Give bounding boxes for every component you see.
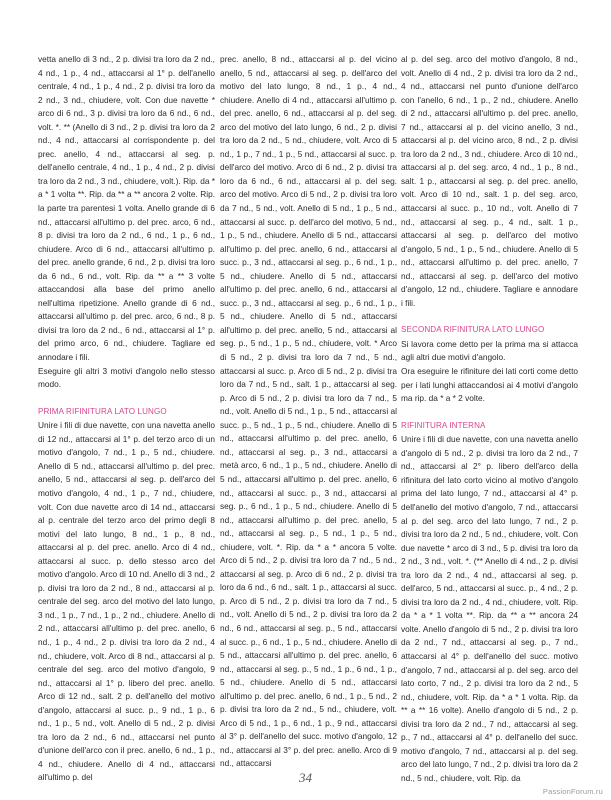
paragraph: al p. del seg. arco del motivo d'angolo, 8 nd., volt. Anello di 4 nd., 2 p. divisi tra loro da 2 nd., 4 nd., attaccarsi nel punto d'unione dell'arco con l'anello, 6 nd., 1 p., 2 nd., chiudere. Anello di 2 nd., attaccarsi all'ultimo p. del prec. anello, 7 nd., attaccarsi al p. del vicino anello, 3 nd., attaccarsi al p. del vicino arco, 8 nd., 2 p. divisi tra loro da 2 nd., 3 nd., chiudere. Arco di 10 nd., attaccarsi al p. del seg. arco, 4 nd., 1 p., 8 nd., salt. 1 p., attaccarsi al seg. p. del prec. anello, volt. Arco di 10 nd., salt. 1 p. del seg. arco, attaccarsi al succ. p., 10 nd., volt. Anello di 7 nd., attaccarsi al seg. p., 4 nd., salt. 1 p., attaccarsi al seg. p. dell'arco del motivo d'angolo, 5 nd., 1 p., 5 nd., chiudere. Anello di 5 nd., attaccarsi all'ultimo p. del prec. anello, 7 nd., attaccarsi al seg. p. dell'arco del motivo d'angolo, 12 nd., chiudere. Tagliare e annodare i fili. (401, 54, 578, 308)
page-number: 34 (299, 770, 312, 785)
section-heading: SECONDA RIFINITURA LATO LUNGO (401, 325, 545, 335)
section-heading: PRIMA RIFINITURA LATO LUNGO (38, 406, 167, 416)
paragraph: Ora eseguire le rifiniture dei lati corti come detto per i lati lunghi attaccandosi ai 4 motivi d'angolo ma rip. da * a * 2 volte. (401, 366, 578, 404)
section-heading: RIFINITURA INTERNA (401, 420, 486, 430)
paragraph: vetta anello di 3 nd., 2 p. divisi tra loro da 2 nd., 4 nd., 1 p., 4 nd., attaccarsi al 1° p. dell'anello centrale, 4 nd., 1 p., 4 nd., 2 p. divisi tra loro da 2 nd., 3 nd., chiudere, volt. Con due navette * arco di 6 nd., 3 p. divisi tra loro da 6 nd., 6 nd., volt. *. ** (Anello di 3 nd., 2 p. divisi tra loro da 2 nd., 4 nd., attaccarsi al corrispondente p. del prec. anello, 4 nd., attaccarsi al seg. p. dell'anello centrale, 4 nd., 1 p., 4 nd., 2 p. divisi tra loro da 2 nd., 3 nd., chiudere, volt.). Rip. da * a * 1 volta **. Rip. da ** a ** ancora 2 volte. Rip. la parte tra parentesi 1 volta. Anello grande di 6 nd., attaccarsi all'ultimo p. del prec. arco, 6 nd., 8 p. divisi tra loro da 2 nd., 6 nd., 1 p., 6 nd., chiudere. Arco di 6 nd., attaccarsi all'ultimo p. del prec. anello grande, 6 nd., 2 p. divisi tra loro da 6 nd., 6 nd., volt. Rip. da ** a ** 3 volte attaccandosi alla base del primo anello nell'ultima ripetizione. Anello grande di 6 nd., attaccarsi all'ultimo p. del prec. arco, 6 nd., 8 p. divisi tra loro da 2 nd., 6 nd., attaccarsi al 1° p. del primo arco, 6 nd., chiudere. Tagliare ed annodare i fili. (38, 54, 215, 363)
paragraph: Unire i fili di due navette, con una navetta anello di 12 nd., attaccarsi al 1° p. del terzo arco di un motivo d'angolo, 7 nd., 1 p., 5 nd., chiudere. Anello di 5 nd., attaccarsi all'ultimo p. del prec. anello, 5 nd., attaccarsi al seg. p. dell'arco del motivo d'angolo, 4 nd., 1 p., 7 nd., chiudere, volt. Con due navette arco di 14 nd., attaccarsi al p. centrale del terzo arco del primo degli 8 motivi del lato lungo, 8 nd., 1 p., 8 nd., attaccarsi al p. del prec. anello. Arco di 4 nd., attaccarsi al succ. p. dello stesso arco del motivo d'angolo. Arco di 10 nd. Anello di 3 nd., 2 p. divisi tra loro da 2 nd., 8 nd., attaccarsi al p. centrale del seg. arco del motivo del lato lungo, 3 nd., 1 p., 7 nd., 1 p., 2 nd., chiudere. Anello di 2 nd., attaccarsi all'ultimo p. del prec. anello, 6 nd., 1 p., 4 nd., 2 p. divisi tra loro da 2 nd., 4 nd., chiudere, volt. Arco di 8 nd., attaccarsi al p. centrale del seg. arco del motivo d'angolo, 9 nd., attaccarsi al 1° p. libero del prec. anello. Arco di 12 nd., salt. 2 p. dell'anello del motivo d'angolo, attaccarsi al succ. p., 9 nd., 1 p., 6 nd., 1 p., 5 nd., volt. Anello di 5 nd., 2 p. divisi tra loro da 2 nd., 6 nd., attaccarsi nel punto d'unione dell'arco con il prec. anello, 6 nd., 1 p., 4 nd., chiudere. Anello di 4 nd., attaccarsi all'ultimo p. del (38, 420, 215, 783)
text-column-1 (38, 53, 215, 785)
watermark: PassionForum.ru (542, 787, 603, 796)
paragraph: prec. anello, 8 nd., attaccarsi al p. del vicino anello, 5 nd., attaccarsi al seg. p. dell'arco del motivo del lato lungo, 8 nd., 1 p., 4 nd., chiudere. Anello di 4 nd., attaccarsi all'ultimo p. del prec. anello, 6 nd., attaccarsi al p. del seg. arco del motivo del lato lungo, 6 nd., 2 p. divisi tra loro da 2 nd., 5 nd., chiudere, volt. Arco di 5 nd., 1 p., 7 nd., 1 p., 5 nd., attaccarsi al succ. p. dell'arco del motivo. Arco di 6 nd., 2 p. divisi tra loro da 6 nd., 6 nd., attaccarsi al p. del seg. arco del motivo. Arco di 5 nd., 2 p. divisi tra loro da 7 nd., 5 nd., volt. Anello di 5 nd., 1 p., 5 nd., attaccarsi al succ. p. dell'arco del motivo, 5 nd., 1 p., 5 nd., chiudere. Anello di 5 nd., attaccarsi all'ultimo p. del prec. anello, 6 nd., attaccarsi al succ. p., 3 nd., attaccarsi al seg. p., 6 nd., 1 p., 5 nd., chiudere. Anello di 5 nd., attaccarsi all'ultimo p. del prec. anello, 6 nd., attaccarsi al succ. p., 3 nd., attaccarsi al seg. p., 6 nd., 1 p., 5 nd., chiudere. Anello di 5 nd., attaccarsi all'ultimo p. del prec. anello, 5 nd., attaccarsi al seg. p., 5 nd., 1 p., 5 nd., chiudere, volt. * Arco di 5 nd., 2 p. divisi tra loro da 7 nd., 5 nd., attaccarsi al succ. p. Arco di 5 nd., 2 p. divisi tra loro da 7 nd., 5 nd., salt. 1 p., attaccarsi al seg. p. Arco di 5 nd., 2 p. divisi tra loro da 7 nd., 5 nd., volt. Anello di 5 nd., 1 p., 5 nd., attaccarsi al succ. p., 5 nd., 1 p., 5 nd., chiudere. Anello di 5 nd., attaccarsi all'ultimo p. del prec. anello, 6 nd., attaccarsi al seg. p., 3 nd., attaccarsi a metà arco, 6 nd., 1 p., 5 nd., chiudere. Anello di 5 nd., attaccarsi all'ultimo p. del prec. anello, 6 nd., attaccarsi al succ. p., 3 nd., attaccarsi al seg. p., 6 nd., 1 p., 5 nd., chiudere. Anello di 5 nd., attaccarsi all'ultimo p. del prec. anello, 5 nd., attaccarsi al seg. p., 5 nd., 1 p., 5 nd., chiudere, volt. *. Rip. da * a * ancora 5 volte. Arco di 5 nd., 2 p. divisi tra loro da 7 nd., 5 nd., attaccarsi al seg. p. Arco di 6 nd., 2 p. divisi tra loro da 6 nd., 6 nd., salt. 1 p., attaccarsi al succ. p. Arco di 5 nd., 2 p. divisi tra loro da 7 nd., 5 nd., volt. Anello di 5 nd., 2 p. divisi tra loro da 2 nd., 6 nd., attaccarsi al seg. p., 5 nd., attaccarsi al succ. p., 6 nd., 1 p., 5 nd., chiudere. Anello di 5 nd., attaccarsi all'ultimo p. del prec. anello, 6 nd., attaccarsi al seg. p., 5 nd., 1 p., 6 nd., 1 p., 5 nd., chiudere. Anello di 5 nd., attaccarsi all'ultimo p. del prec. anello, 6 nd., 1 p., 5 nd., 2 p. divisi tra loro da 2 nd., 5 nd., chiudere, volt. Arco di 5 nd., 1 p., 6 nd., 1 p., 9 nd., attaccarsi al 3° p. dell'anello del succ. motivo d'angolo, 12 nd., attaccarsi al 3° p. del prec. anello. Arco di 9 nd., attaccarsi (220, 54, 397, 769)
paragraph: Si lavora come detto per la prima ma si attacca agli altri due motivi d'angolo. (401, 338, 578, 363)
text-column-2 (220, 53, 397, 771)
paragraph: Unire i fili di due navette, con una navetta anello d'angolo di 5 nd., 2 p. divisi tra loro da 2 nd., 7 nd., attaccarsi al 2° p. libero dell'arco della rifinitura del lato corto vicino al motivo d'angolo prima del lato lungo, 7 nd., attaccarsi al 4° p. dell'anello del motivo d'angolo, 7 nd., attaccarsi al p. del seg. arco del lato lungo, 7 nd., 2 p. divisi tra loro da 2 nd., 5 nd., chiudere, volt. Con due navette * arco di 3 nd., 5 p. divisi tra loro da 2 nd., 3 nd., volt. *. (** Anello di 4 nd., 2 p. divisi tra loro da 2 nd., 4 nd., attaccarsi al seg. p. dell'arco, 5 nd., attaccarsi al succ. p., 4 nd., 2 p. divisi tra loro da 2 nd., 4 nd., chiudere, volt. Rip. da * a * 1 volta **. Rip. da ** a ** ancora 24 volte. Anello d'angolo di 5 nd., 2 p. divisi tra loro da 2 nd., 7 nd., attaccarsi al seg. p., 7 nd., attaccarsi al 4° p. dell'anello del succ. motivo d'angolo, 7 nd., attaccarsi al p. del seg. arco del lato corto, 7 nd., 2 p. divisi tra loro da 2 nd., 5 nd., chiudere, volt. Rip. da * a * 1 volta. Rip. da ** a ** 16 volte). Anello d'angolo di 5 nd., 2 p. divisi tra loro da 2 nd., 7 nd., attaccarsi al seg. p., 7 nd., attaccarsi al 4° p. dell'anello del succ. motivo d'angolo, 7 nd., attaccarsi al p. del seg. arco del lato lungo, 7 nd., 2 p. divisi tra loro da 2 nd., 5 nd., chiudere, volt. Rip. da (401, 434, 578, 783)
text-column-3 (401, 53, 578, 785)
paragraph: Eseguire gli altri 3 motivi d'angolo nello stesso modo. (38, 365, 215, 390)
